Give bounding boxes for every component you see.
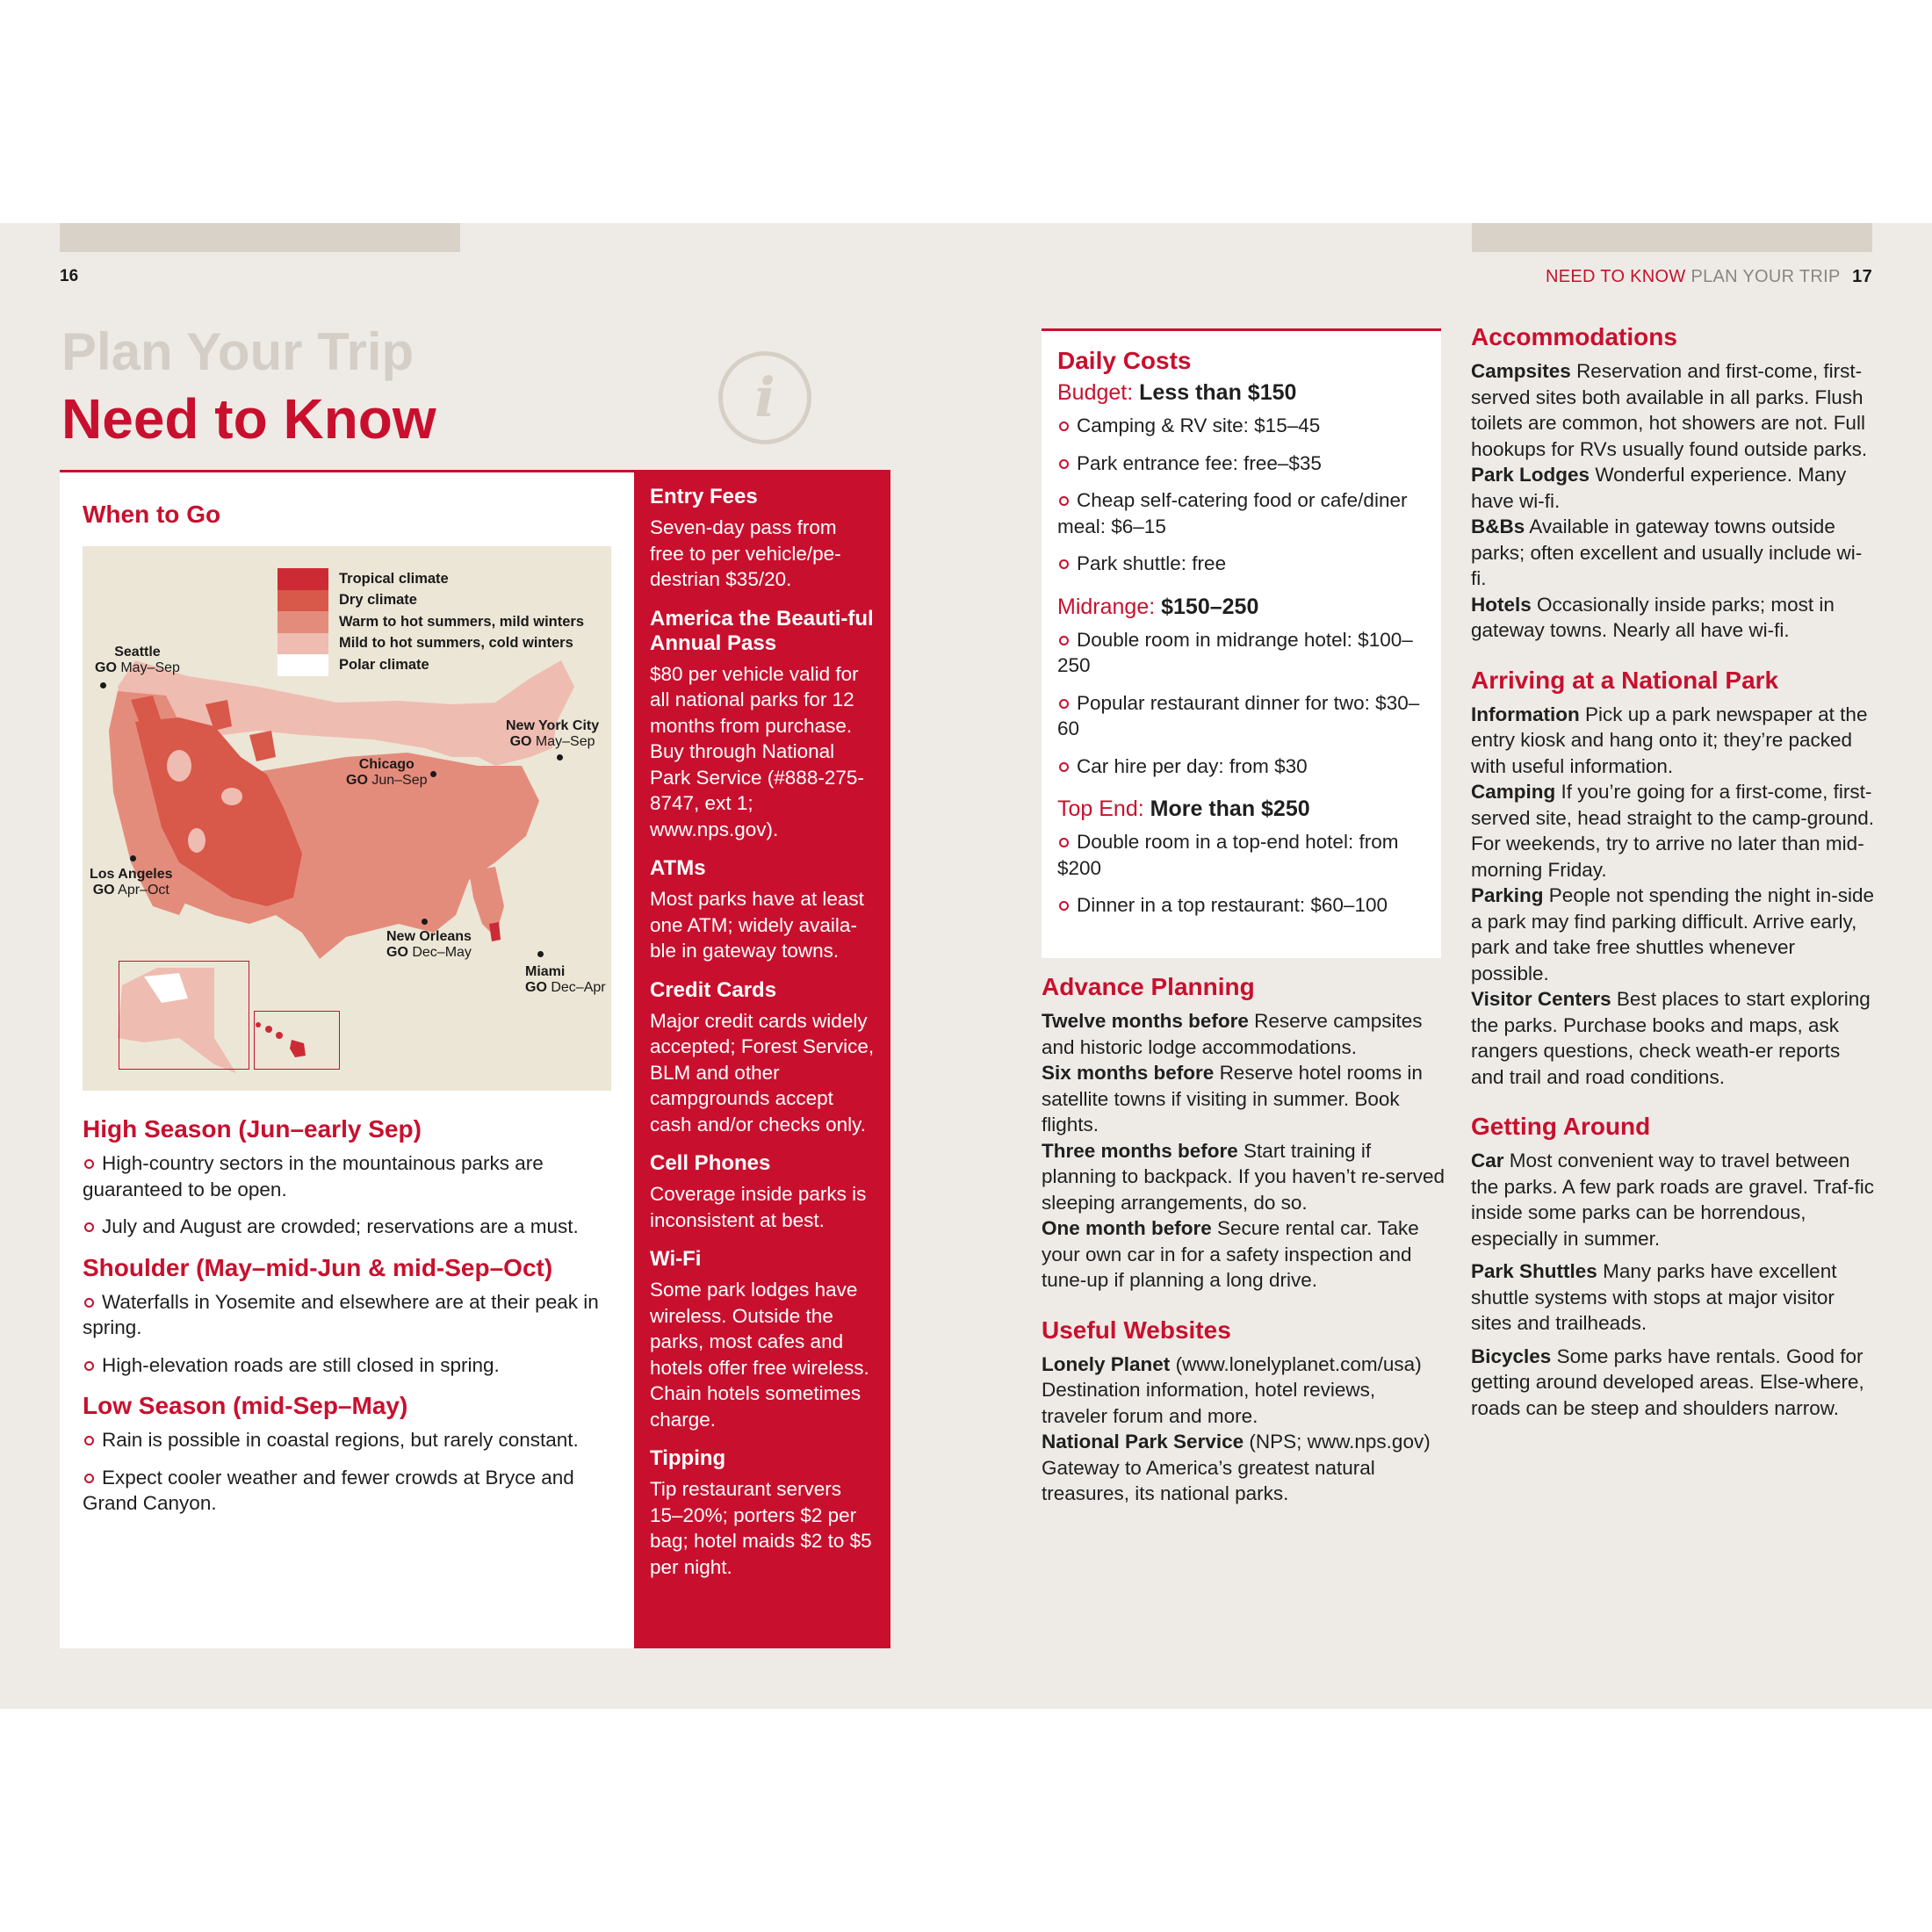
entry-term: Bicycles <box>1471 1344 1552 1367</box>
entry-term: Hotels <box>1471 593 1532 616</box>
climate-map <box>83 546 611 1091</box>
useful-websites-entries <box>1042 1352 1445 1507</box>
entry-text: People not spending the night in-side a park may find parking difficult. Arrive early, park and take free shuttles whenever possible. <box>1471 884 1875 984</box>
entry-text: Best places to start exploring the parks. Purchase books and maps, ask rangers questions, check weath-er reports and trail and road conditions. <box>1471 988 1871 1088</box>
go-label: GO <box>525 980 547 995</box>
season-bullets <box>83 1289 609 1379</box>
entry-term: Camping <box>1471 781 1556 803</box>
city-los-angeles <box>90 867 173 898</box>
sidebar-text: $80 per vehicle valid for all national parks for 12 months from purchase. Buy through National Park Service (#888-275-8747, ext 1; www.nps.gov). <box>650 662 864 840</box>
accommodations-entries <box>1471 358 1875 644</box>
list-item: High-country sectors in the mountainous parks are guaranteed to be open. <box>83 1150 609 1202</box>
list-item: Popular restaurant dinner for two: $30–60 <box>1057 690 1427 742</box>
alaska-inset-frame <box>119 961 249 1070</box>
list-item <box>1471 592 1875 644</box>
hawaii-inset-frame <box>254 1011 340 1070</box>
legend-swatch <box>278 590 328 612</box>
planning-column <box>1042 973 1445 1507</box>
city-new-york <box>506 718 599 750</box>
legend-row <box>278 633 584 655</box>
go-label: GO <box>95 660 117 675</box>
left-page-number: 16 <box>60 267 79 285</box>
seasons-list <box>83 1115 609 1528</box>
list-item: Cheap self-catering food or cafe/diner meal: $6–15 <box>1057 487 1427 539</box>
right-column <box>1471 323 1875 1421</box>
entry-term: Three months before <box>1042 1139 1238 1162</box>
city-season: Apr–Oct <box>118 883 169 898</box>
chapter-kicker: Plan Your Trip <box>61 322 415 381</box>
tier-value: More than $250 <box>1150 797 1310 821</box>
tier-label: Midrange: <box>1057 594 1156 619</box>
season-heading: High Season (Jun–early Sep) <box>83 1115 422 1143</box>
city-name: Chicago <box>358 757 415 772</box>
city-name: New Orleans <box>386 929 472 944</box>
entry-term: Campsites <box>1471 360 1571 382</box>
entry-text: Wonderful experience. Many have wi-fi. <box>1471 464 1847 512</box>
entry-term: National Park Service <box>1042 1431 1244 1453</box>
left-page-tab <box>60 223 460 252</box>
sidebar-text: Coverage inside parks is inconsistent at best. <box>650 1183 867 1231</box>
right-page-tab <box>1472 223 1872 252</box>
daily-costs-box <box>1042 328 1441 958</box>
entry-text: If you’re going for a first-come, first-served site, head straight to the camp-ground. For weekends, try to arrive no later than mid-morning Friday. <box>1471 781 1875 881</box>
list-item: Rain is possible in coastal regions, but rarely constant. <box>83 1427 609 1453</box>
getting-around-heading: Getting Around <box>1471 1113 1651 1140</box>
city-season: Jun–Sep <box>371 773 428 788</box>
list-item <box>1471 779 1875 883</box>
season-bullets <box>83 1427 609 1517</box>
sidebar-heading: Credit Cards <box>650 977 777 1002</box>
list-item: High-elevation roads are still closed in spring. <box>83 1352 609 1379</box>
list-item <box>1471 1148 1875 1251</box>
list-item <box>1042 1352 1445 1430</box>
entry-term: Lonely Planet <box>1042 1352 1171 1375</box>
list-item <box>1042 1138 1445 1216</box>
entry-term: Information <box>1471 703 1580 725</box>
list-item <box>1471 514 1875 592</box>
city-seattle <box>95 645 180 676</box>
list-item: Camping & RV site: $15–45 <box>1057 413 1427 439</box>
city-name: Miami <box>525 964 566 979</box>
legend-row <box>278 654 584 676</box>
city-dot <box>430 771 436 777</box>
list-item <box>1471 1344 1875 1422</box>
legend-swatch <box>278 633 328 655</box>
sidebar-heading: Cell Phones <box>650 1151 771 1175</box>
entry-text: Start training if planning to backpack. If you haven’t re-served sleeping arrangements, do so. <box>1042 1139 1445 1214</box>
season-shoulder <box>83 1254 609 1379</box>
list-item <box>1042 1429 1445 1507</box>
season-heading: Low Season (mid-Sep–May) <box>83 1392 408 1419</box>
entry-term: B&Bs <box>1471 515 1525 537</box>
advance-planning-heading: Advance Planning <box>1042 973 1255 1000</box>
legend-label: Dry climate <box>339 592 417 609</box>
legend-label: Tropical climate <box>339 570 449 587</box>
city-name: New York City <box>506 718 600 733</box>
running-head <box>1546 267 1872 287</box>
tier-value: Less than $150 <box>1139 380 1297 405</box>
list-item <box>1471 462 1875 514</box>
city-dot <box>537 951 544 957</box>
tropical-south-florida <box>489 922 501 941</box>
city-dot <box>422 919 428 925</box>
list-item: Dinner in a top restaurant: $60–100 <box>1057 892 1427 919</box>
list-item: Double room in midrange hotel: $100–250 <box>1057 627 1427 679</box>
entry-text: Reserve campsites and historic lodge accommodations. <box>1042 1010 1423 1058</box>
entry-text: Some parks have rentals. Good for getting around developed areas. Else-where, roads can be steep and shoulders narrow. <box>1471 1344 1864 1419</box>
season-heading: Shoulder (May–mid-Jun & mid-Sep–Oct) <box>83 1253 553 1281</box>
list-item <box>1471 883 1875 986</box>
city-dot <box>130 855 136 861</box>
entry-text: Reserve hotel rooms in satellite towns if visiting in summer. Book flights. <box>1042 1062 1423 1135</box>
advance-planning-entries <box>1042 1008 1445 1294</box>
sidebar-heading: Tipping <box>650 1446 726 1470</box>
when-to-go-heading: When to Go <box>83 501 221 528</box>
tier-bullets <box>1057 829 1427 919</box>
tier-title <box>1057 797 1427 822</box>
go-label: GO <box>346 773 368 788</box>
tier-title <box>1057 595 1427 620</box>
city-chicago <box>346 757 428 789</box>
list-item <box>1471 1258 1875 1337</box>
sidebar-heading: Wi-Fi <box>650 1247 702 1271</box>
city-season: May–Sep <box>120 660 180 675</box>
entry-text: Pick up a park newspaper at the entry kiosk and hang onto it; they’re packed with useful information. <box>1471 703 1868 777</box>
entry-term: Six months before <box>1042 1062 1215 1084</box>
entry-text: Many parks have excellent shuttle systems with stops at major visitor sites and trailheads. <box>1471 1260 1837 1334</box>
sidebar-text: Seven-day pass from free to per vehicle/pe-destrian $35/20. <box>650 516 841 590</box>
arriving-entries <box>1471 702 1875 1091</box>
list-item <box>1471 358 1875 462</box>
page-title: Need to Know <box>61 387 436 451</box>
running-head-chapter: PLAN YOUR TRIP <box>1690 267 1841 286</box>
list-item: Waterfalls in Yosemite and elsewhere are at their peak in spring. <box>83 1289 609 1341</box>
list-item <box>1471 702 1875 780</box>
list-item: Car hire per day: from $30 <box>1057 753 1427 780</box>
season-bullets <box>83 1150 609 1240</box>
legend-label: Warm to hot summers, mild winters <box>339 613 585 630</box>
entry-text: Occasionally inside parks; most in gateway towns. Nearly all have wi-fi. <box>1471 593 1835 641</box>
entry-term: Twelve months before <box>1042 1010 1249 1032</box>
go-label: GO <box>509 734 532 749</box>
tier-label: Top End: <box>1057 797 1144 821</box>
sidebar-heading: America the Beauti-ful Annual Pass <box>650 606 874 655</box>
season-high <box>83 1115 609 1240</box>
accommodations-heading: Accommodations <box>1471 323 1677 350</box>
entry-term: Visitor Centers <box>1471 988 1611 1010</box>
city-season: Dec–May <box>412 945 472 960</box>
go-label: GO <box>92 883 115 898</box>
list-item <box>1471 986 1875 1090</box>
entry-text: Available in gateway towns outside parks; often excellent and usually include wi-fi. <box>1471 515 1863 589</box>
list-item: Double room in a top-end hotel: from $200 <box>1057 829 1427 881</box>
city-season: Dec–Apr <box>551 980 606 995</box>
cost-tier-budget <box>1057 380 1427 577</box>
sidebar-text: Major credit cards widely accepted; Forest Service, BLM and other campgrounds accept cash and/or checks only. <box>650 1009 875 1135</box>
legend-row <box>278 568 584 590</box>
list-item <box>1042 1008 1445 1060</box>
useful-websites-heading: Useful Websites <box>1042 1316 1231 1344</box>
tier-bullets <box>1057 413 1427 577</box>
list-item <box>1042 1215 1445 1294</box>
entry-text: Secure rental car. Take your own car in for a safety inspection and tune-up if planning a long drive. <box>1042 1217 1419 1291</box>
city-miami <box>525 964 606 996</box>
cost-tier-midrange <box>1057 595 1427 780</box>
cool-patch-1 <box>167 750 191 782</box>
tier-bullets <box>1057 627 1427 780</box>
sidebar-text: Tip restaurant servers 15–20%; porters $2 per bag; hotel maids $2 to $5 per night. <box>650 1478 872 1578</box>
sidebar-heading: ATMs <box>650 856 706 880</box>
tier-label: Budget: <box>1057 380 1134 405</box>
list-item: Park entrance fee: free–$35 <box>1057 451 1427 477</box>
info-icon: i <box>718 351 811 444</box>
sidebar-heading: Entry Fees <box>650 485 758 508</box>
city-name: Los Angeles <box>90 867 173 882</box>
cool-patch-2 <box>221 788 242 805</box>
practical-sidebar <box>634 472 890 1648</box>
list-item: Park shuttle: free <box>1057 551 1427 577</box>
sidebar-text: Some park lodges have wireless. Outside the parks, most cafes and hotels offer free wireless. Chain hotels sometimes charge. <box>650 1279 869 1431</box>
tier-value: $150–250 <box>1161 594 1259 619</box>
legend-row <box>278 590 584 612</box>
legend-label: Mild to hot summers, cold winters <box>339 635 573 652</box>
city-dot <box>100 682 106 688</box>
legend-swatch <box>278 611 328 633</box>
running-head-section: NEED TO KNOW <box>1546 267 1686 286</box>
legend-swatch <box>278 568 328 590</box>
city-season: May–Sep <box>535 734 595 749</box>
cost-tier-top-end <box>1057 797 1427 919</box>
legend-swatch <box>278 654 328 676</box>
entry-text: (NPS; www.nps.gov) Gateway to America’s greatest natural treasures, its national parks. <box>1042 1431 1431 1504</box>
city-new-orleans <box>386 929 472 961</box>
list-item <box>1042 1060 1445 1138</box>
daily-costs-heading: Daily Costs <box>1057 347 1192 374</box>
city-dot <box>557 754 563 761</box>
map-legend <box>278 568 584 676</box>
go-label: GO <box>386 945 408 960</box>
season-low <box>83 1392 609 1517</box>
entry-term: Car <box>1471 1150 1504 1171</box>
right-page-number: 17 <box>1852 267 1872 286</box>
entry-text: (www.lonelyplanet.com/usa) Destination information, hotel reviews, traveler forum and more. <box>1042 1352 1422 1427</box>
tier-title <box>1057 380 1427 406</box>
cool-patch-3 <box>188 828 205 853</box>
entry-term: Park Lodges <box>1471 464 1590 486</box>
list-item: July and August are crowded; reservations are a must. <box>83 1214 609 1240</box>
entry-text: Reservation and first-come, first-served sites both available in all parks. Flush toilets are common, hot showers are not. Full hookups for RVs usually found outside parks. <box>1471 360 1868 460</box>
sidebar-text: Most parks have at least one ATM; widely availa-ble in gateway towns. <box>650 888 864 962</box>
getting-around-entries <box>1471 1148 1875 1421</box>
entry-text: Most convenient way to travel between the parks. A few park roads are gravel. Traf-fic inside some parks can be horrendous, especially in summer. <box>1471 1150 1874 1250</box>
entry-term: One month before <box>1042 1217 1212 1239</box>
legend-label: Polar climate <box>339 656 429 673</box>
legend-row <box>278 611 584 633</box>
city-name: Seattle <box>114 645 161 660</box>
arriving-heading: Arriving at a National Park <box>1471 666 1779 694</box>
list-item: Expect cooler weather and fewer crowds at Bryce and Grand Canyon. <box>83 1465 609 1517</box>
entry-term: Park Shuttles <box>1471 1260 1597 1282</box>
entry-term: Parking <box>1471 884 1544 906</box>
